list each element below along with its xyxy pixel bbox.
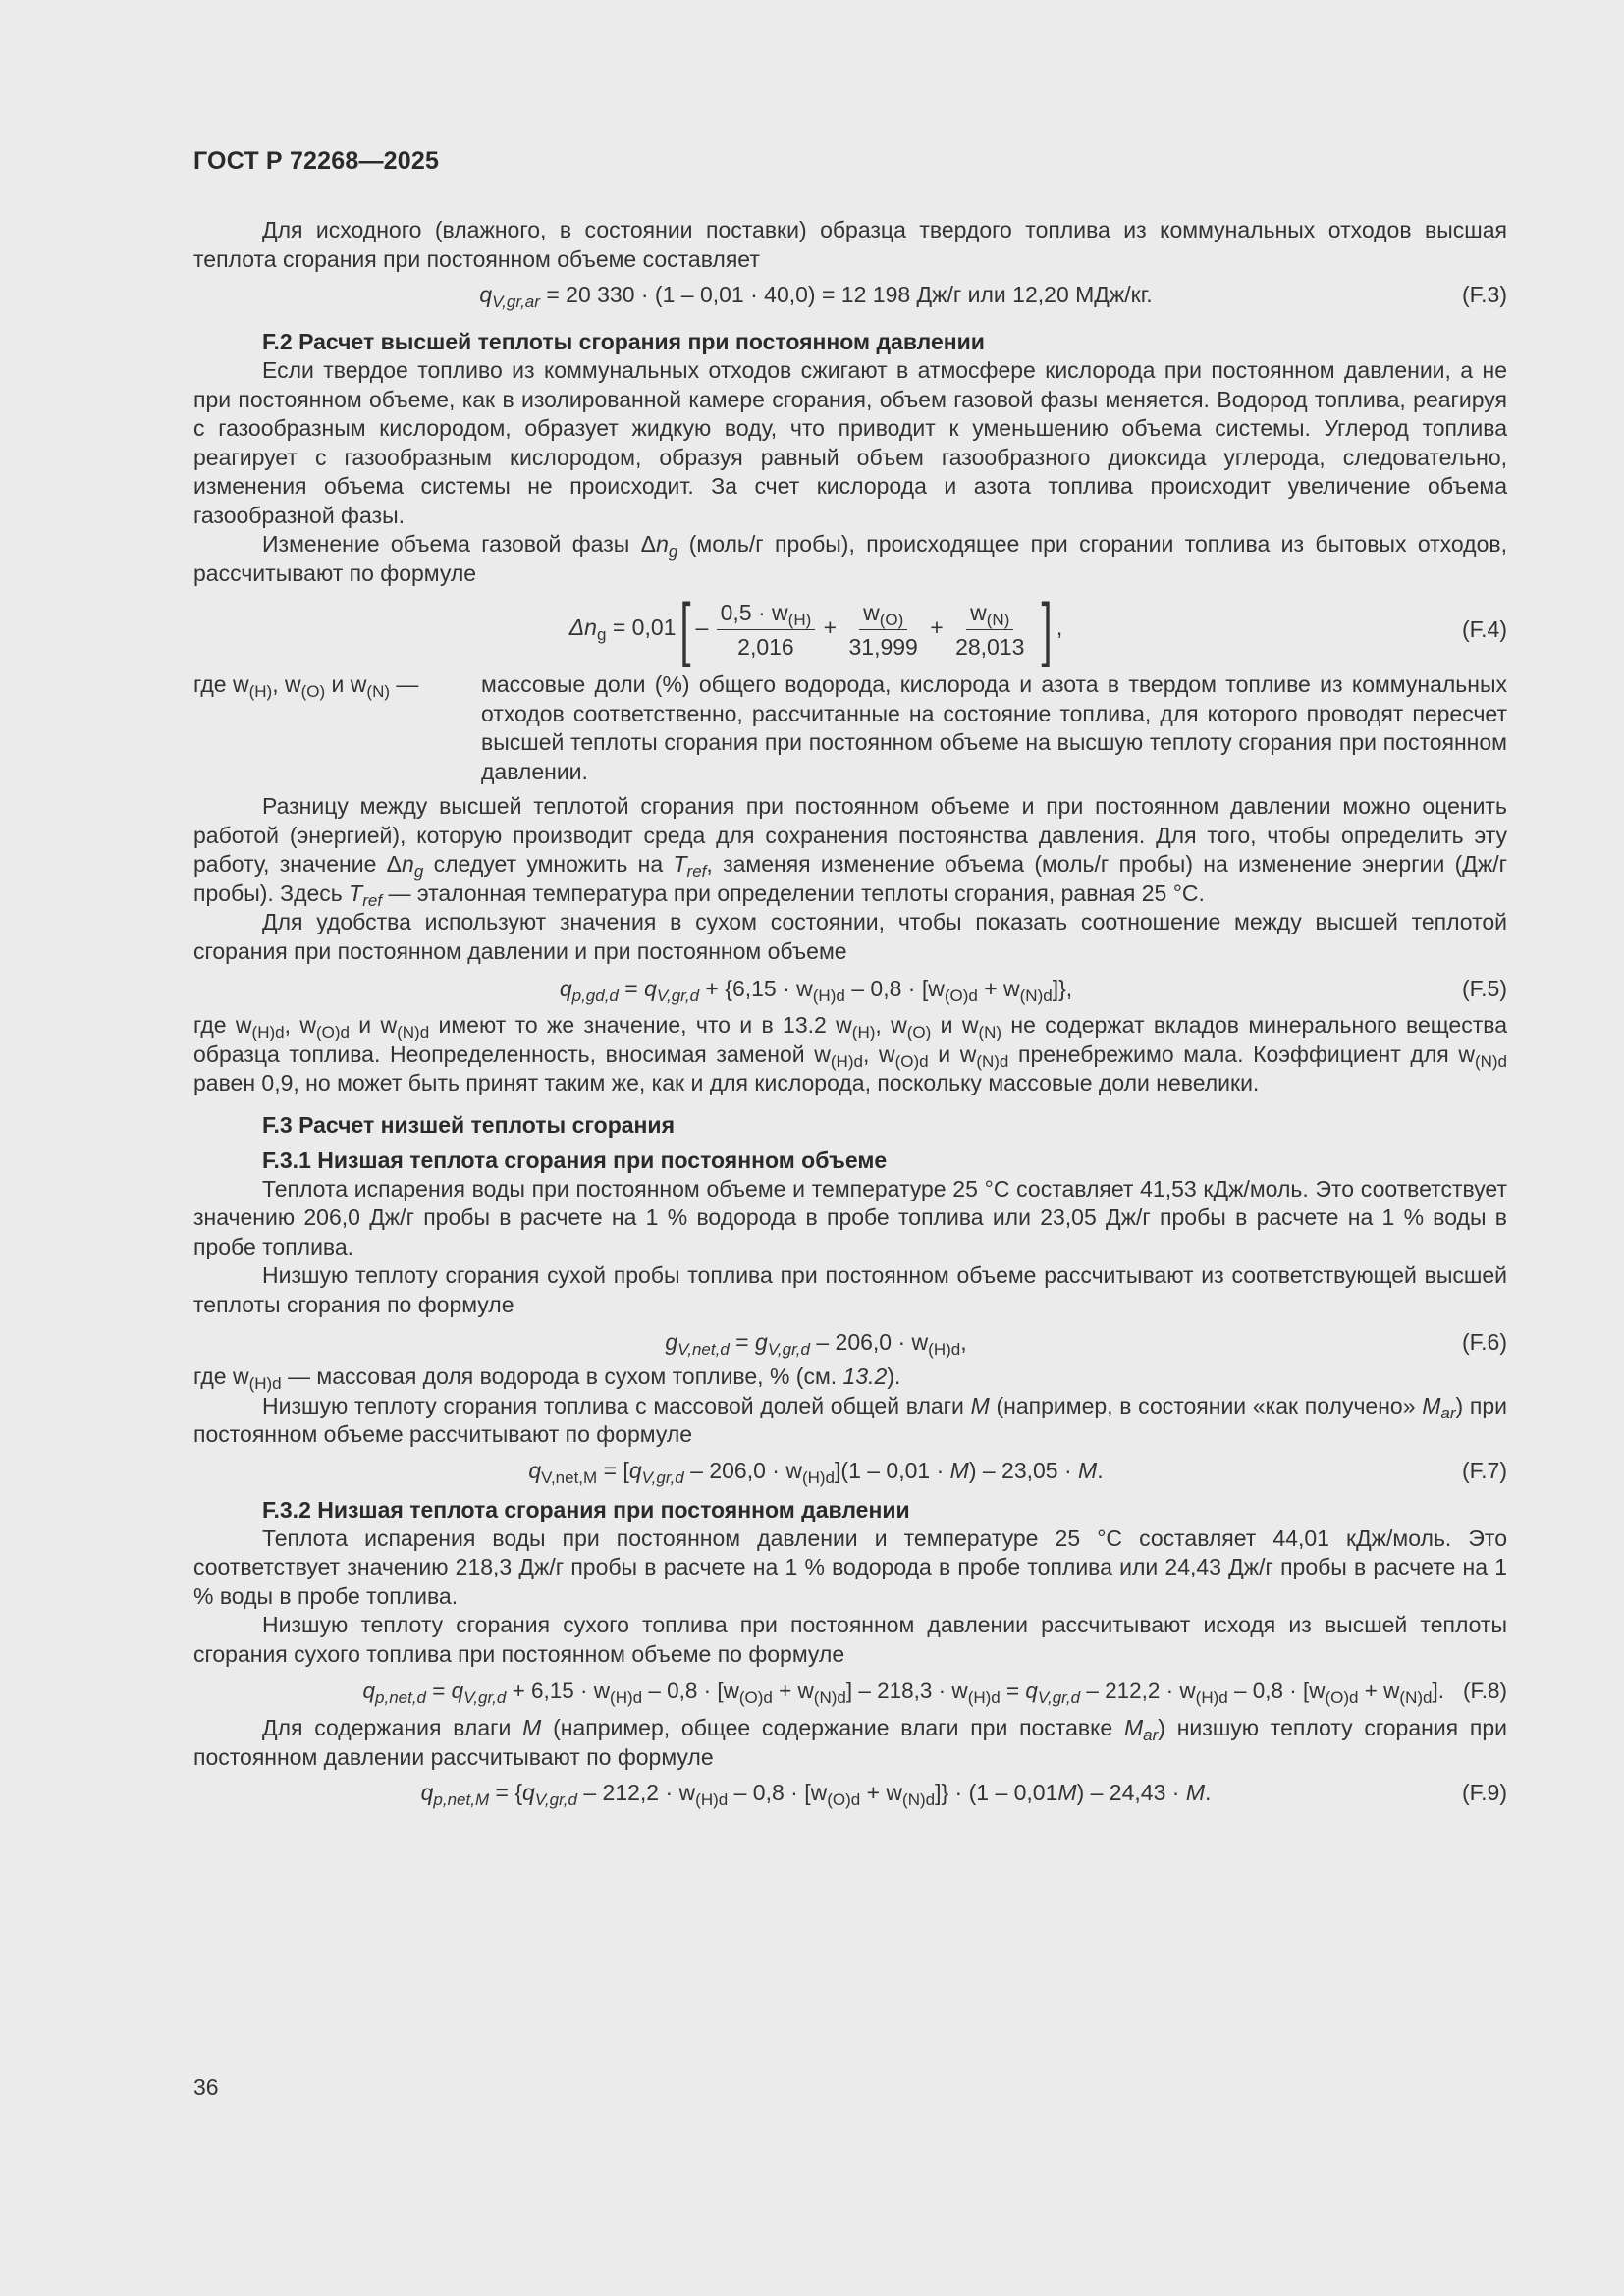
formula-number: (F.4) [1462,616,1507,642]
document-header: ГОСТ Р 72268—2025 [193,147,440,175]
paragraph-intro: Для исходного (влажного, в состоянии поставки) образца твердого топлива из коммунальных отходов высшая теплота сгорания при постоянном объеме составляет [193,217,1507,272]
formula-f3: $q_{V,gr,ar} = 20$ 330 · (1 – 0,01 · 40,0) = 12 198 Дж/г или 12,20 МДж/кг. (F.3) [479,282,1507,311]
paragraph-work-energy: Разницу между высшей теплотой сгорания при постоянном объеме и при постоянном давлении можно оценить работой (энергией), которую производит среда для сохранения постоянства давления. Для того, чтобы определить эту работу, значение $\Delta n_g$ следует умножить на $T_{ref}$, заменяя изменение объема (моль/г пробы) на изменение энергии (Дж/г пробы). Здесь $T_{ref}$ — эталонная температура при определении теплоты сгорания, равная 25 °С. [193,793,1508,910]
page-number: 36 [193,2074,219,2100]
section-heading-f2: F.2 Расчет высшей теплоты сгорания при постоянном давлении [262,329,985,354]
paragraph-net-dry: Низшую теплоту сгорания сухой пробы топлива при постоянном объеме рассчитывают из соответствующей высшей теплоты сгорания по формуле [193,1262,1507,1317]
paragraph-moisture-m: Низшую теплоту сгорания топлива с массовой долей общей влаги M (например, в состоянии «как получено» $M_{ar}$) при постоянном объеме рассчитывают по формуле [193,1392,1507,1447]
paragraph-where-f5: где $w_{(H)d}$, $w_{(O)d}$ и $w_{(N)d}$ имеют то же значение, что и в 13.2 $w_{(H)}$, $w_{(O)}$ и $w_{(N)}$ не содержат вкладов минерального вещества образца топлива. Неопределенность, вносимая заменой $w_{(H)d}$, $w_{(O)d}$ и $w_{(N)d}$ пренебрежимо мала. Коэффициент для $w_{(N)d}$ равен 0,9, но может быть принят таким же, как и для кислорода, поскольку массовые доли невелики. [193,1012,1508,1095]
paragraph-moisture-supply: Для содержания влаги M (например, общее содержание влаги при поставке $M_{ar}$) низшую теплоту сгорания при постоянном давлении рассчитывают по формуле [193,1715,1508,1770]
formula-number: (F.9) [1462,1780,1507,1805]
formula-f7: $q_{V,net,M} = [q_{V,gr,d} - 206,0 \cdot w_{(H)d}](1 - 0,01 \cdot M) - 23,05 \cdot M$. (F.7) [528,1457,1507,1487]
where-clause-f4: где $w_{(H)}$, $w_{(O)}$ и $w_{(N)}$ — массовые доли (%) общего водорода, кислорода и азота в твердом топливе из коммунальных отходов соответственно, рассчитанные на состояние топлива, для которого проводят пересчет высшей теплоты сгорания при постоянном объеме на высшую теплоту сгорания при постоянном давлении. [193,671,1507,784]
section-heading-f31: F.3.1 Низшая теплота сгорания при постоянном объеме [262,1147,888,1173]
formula-number: (F.6) [1462,1329,1507,1355]
section-heading-f3: F.3 Расчет низшей теплоты сгорания [262,1111,675,1138]
formula-f6: $g_{V,net,d} = g_{V,gr,d} - 206,0 \cdot w_{(H)d}$, (F.6) [665,1329,1507,1359]
paragraph-dry-state: Для удобства используют значения в сухом состоянии, чтобы показать соотношение между высшей теплотой сгорания при постоянном давлении и при постоянном объеме [193,909,1507,964]
formula-number: (F.7) [1462,1457,1507,1483]
formula-number: (F.3) [1462,282,1507,307]
paragraph-delta-ng: Изменение объема газовой фазы $\Delta n_g$ (моль/г пробы), происходящее при сгорании топлива из бытовых отходов, рассчитывают по формуле [193,531,1508,586]
formula-f4: $\Delta n_g = 0,01$[ – $\frac{0,5 \cdot w_{(H)}}{2,016}$ + $\frac{w_{(O)}}{31,999}$ + $\frac{w_{(N)}}{28,013}$ ] , (F.4) [568,590,1507,668]
section-heading-f32: F.3.2 Низшая теплота сгорания при постоянном давлении [262,1496,910,1522]
page-content [193,147,1507,1807]
paragraph-where-f6: где $w_{(H)d}$ — массовая доля водорода в сухом топливе, % (см. 13.2). [193,1363,901,1393]
formula-number: (F.8) [1463,1679,1507,1703]
paragraph-volume-change: Если твердое топливо из коммунальных отходов сжигают в атмосфере кислорода при постоянном давлении, а не при постоянном объеме, как в изолированной камере сгорания, объем газовой фазы меняется. Водород топлива, реагируя с газообразным кислородом, образует жидкую воду, что приводит к уменьшению объема системы. Углерод топлива реагирует с газообразным кислородом, образуя равный объем газообразного диоксида углерода, следовательно, изменения объема системы не происходит. За счет кислорода и азота топлива происходит увеличение объема газообразной фазы. [193,357,1507,528]
formula-f8: $q_{p,net,d} = q_{V,gr,d} + 6,15 \cdot w_{(H)d} - 0,8 \cdot [w_{(O)d} + w_{(N)d}] - 218,3 \cdot w_{(H)d} = q_{V,gr,d} - 212,2 \cdot w_{(H)d} - 0,8 \cdot [w_{(O)d} + w_{(N)d}]$. (F.8) [362,1679,1507,1707]
paragraph-net-dry-pressure: Низшую теплоту сгорания сухого топлива при постоянном давлении рассчитывают исходя из высшей теплоты сгорания сухого топлива при постоянном объеме по формуле [193,1612,1507,1667]
paragraph-evaporation-volume: Теплота испарения воды при постоянном объеме и температуре 25 °С составляет 41,53 кДж/моль. Это соответствует значению 206,0 Дж/г пробы в расчете на 1 % водорода в пробе топлива или 23,05 Дж/г пробы в расчете на 1 % воды в пробе топлива. [193,1175,1507,1259]
formula-f9: $q_{p,net,M} = \{q_{V,gr,d} - 212,2 \cdot w_{(H)d} - 0,8 \cdot [w_{(O)d} + w_{(N)d}]\} \cdot (1 - 0,01M) - 24,43 \cdot M$. (F.9) [420,1780,1507,1809]
formula-f5: $q_{p,gd,d} = q_{V,gr,d} + \{6,15 \cdot w_{(H)d} - 0,8 \cdot [w_{(O)d} + w_{(N)d}]\}$, (F.5) [559,976,1507,1005]
formula-number: (F.5) [1462,976,1507,1001]
paragraph-evaporation-pressure: Теплота испарения воды при постоянном давлении и температуре 25 °С составляет 44,01 кДж/моль. Это соответствует значению 218,3 Дж/г пробы в расчете на 1 % водорода в пробе топлива или 24,43 Дж/г пробы в расчете на 1 % воды в пробе топлива. [193,1524,1507,1609]
